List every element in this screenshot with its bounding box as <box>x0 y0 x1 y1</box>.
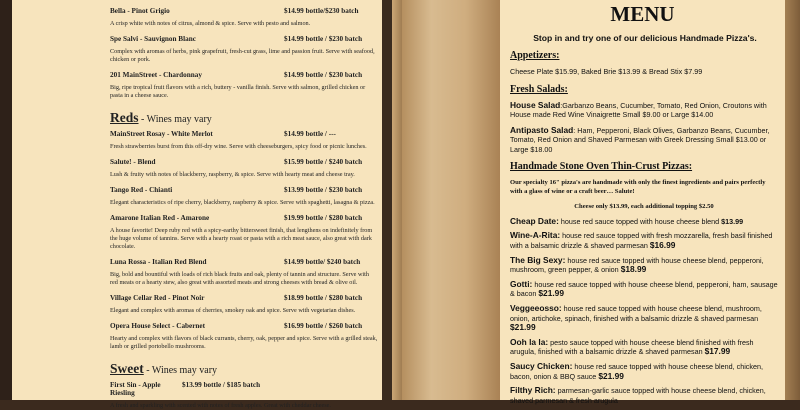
pizza-description: house red sauce topped with house cheese blend, pepperoni, ham, sausage & bacon <box>510 279 778 299</box>
wine-description: Big, bold and bountiful with loads of rich black fruits and oak, plenty of tannin and structure. Serve with red meats or a hearty stew, also great with assorted meats and strong cheeses with bread & olive oil. <box>110 271 369 286</box>
pizza-item <box>510 386 778 405</box>
sweet-title: Sweet <box>110 361 144 376</box>
wine-price: $18.99 bottle / $280 batch <box>284 294 363 302</box>
salad-name: Antipasto Salad <box>510 124 574 135</box>
appetizers-text: Cheese Plate $15.99, Baked Brie $13.99 & Bread Stix $7.99 <box>510 67 703 76</box>
pizza-description: house red sauce topped with fresh mozzarella, fresh basil finished with a balsamic drizzle & shaved parmesan <box>510 231 773 250</box>
pizza-price: $13.99 <box>721 216 744 226</box>
pizza-description: house red sauce topped with house cheese blend <box>558 216 722 226</box>
pizza-name: Cheap Date: <box>510 215 559 226</box>
wine-item <box>110 186 378 207</box>
pizza-price: $17.99 <box>704 346 731 357</box>
wine-item <box>110 71 378 100</box>
pizza-item <box>510 256 778 275</box>
pizza-heading: Handmade Stone Oven Thin-Crust Pizzas: <box>510 161 693 172</box>
reds-title: Reds <box>110 110 139 125</box>
pizza-item <box>510 280 778 299</box>
pizza-menu-page <box>500 0 785 405</box>
pizza-item <box>510 304 778 333</box>
wine-description: Big, ripe tropical fruit flavors with a rich, buttery - vanilla finish. Serve with salmon, grilled chicken or pasta in a cheese sauce. <box>110 84 366 99</box>
wine-item <box>110 7 378 28</box>
pizza-description: parmesan-garlic sauce topped with house cheese blend, chicken, shaved parmesan & fresh arugula <box>510 386 766 405</box>
pizza-item <box>510 217 778 227</box>
wine-description: Complex with aromas of herbs, pink grapefruit, fresh-cut grass, lime and passion fruit. Serve with seafood, chicken or pork. <box>110 48 375 63</box>
wine-description: A house favorite! Deep ruby red with a spicy-earthy bittersweet finish, that lengthens on indefinitely from the huge volume of tannins. Serve with a hearty roast or pasta with a rich meat sauce, also great with dark chocolate. <box>110 227 373 250</box>
salad-description: : Ham, Pepperoni, Black Olives, Garbanzo Beans, Cucumber, Tomato, Red Onion and Shaved Parmesan with Greek Dressing Small $13.00 or Large $18.00 <box>510 125 770 154</box>
wine-price: $16.99 bottle / $260 batch <box>284 322 363 330</box>
pizza-price: $21.99 <box>510 322 536 333</box>
pizza-item <box>510 338 778 357</box>
menu-title: MENU <box>610 2 675 26</box>
page-gap <box>382 0 392 400</box>
wine-name: Village Cellar Red - Pinot Noir <box>110 294 205 302</box>
pizza-name: Wine-A-Rita: <box>510 230 561 241</box>
wine-item <box>110 214 378 251</box>
wine-price: $13.99 bottle / $185 batch <box>182 381 261 389</box>
wine-description: Hearty and complex with flavors of black currants, cherry, oak, pepper and spice. Serve with a grilled steak, lamb or grilled portobello mushrooms. <box>110 335 378 350</box>
wine-price: $15.99 bottle / $240 batch <box>284 158 363 166</box>
pizza-intro: Our specialty 16" pizza's are handmade with only the finest ingredients and pairs perfectly with a glass of wine or a craft beer… Salute! <box>510 179 766 195</box>
pizza-name: The Big Sexy: <box>510 254 566 265</box>
wine-item <box>110 381 378 410</box>
wine-name: First Sin - Apple Riesling <box>110 381 161 397</box>
appetizers-heading: Appetizers: <box>510 50 560 61</box>
sweet-section-heading <box>110 360 378 378</box>
wine-item <box>110 35 378 64</box>
menu-tagline: Stop in and try one of our delicious Handmade Pizza's. <box>533 33 757 43</box>
wood-border <box>785 0 800 400</box>
wine-description: Elegant and complex with aromas of cherries, smokey oak and spice. Serve with vegetarian dishes. <box>110 307 356 314</box>
wine-name: Bella - Pinot Grigio <box>110 7 170 15</box>
pizza-price-note: Cheese only $13.99, each additional topping $2.50 <box>574 203 714 211</box>
pizza-item <box>510 362 778 381</box>
wine-name: Luna Rossa - Italian Red Blend <box>110 258 207 266</box>
wine-description: Elegant characteristics of ripe cherry, blackberry, raspberry & spice. Serve with spaghetti, lasagna & pizza. <box>110 199 375 206</box>
wine-name: 201 MainStreet - Chardonnay <box>110 71 202 79</box>
wine-list-page <box>12 0 382 409</box>
pizza-description: house red sauce topped with house cheese blend, pepperoni, mushroom, green pepper, & onion <box>510 255 764 275</box>
salad-item <box>510 126 778 155</box>
wine-price: $19.99 bottle / $280 batch <box>284 214 363 222</box>
pizza-price: $16.99 <box>649 239 676 250</box>
pizza-price: $21.99 <box>598 370 624 381</box>
pizza-name: Gotti: <box>510 278 533 289</box>
pizza-price: $21.99 <box>538 288 564 299</box>
pizza-name: Ooh la la: <box>510 336 549 347</box>
salad-name: House Salad <box>510 99 561 110</box>
pizza-description: house red sauce topped with house cheese blend, mushroom, onion, artichoke, spinach, finished with a balsamic drizzle & shaved parmesan <box>510 303 762 323</box>
pizza-name: Veggeeosso: <box>510 302 562 313</box>
wine-price: $14.99 bottle/ $240 batch <box>284 258 361 266</box>
pizza-menu <box>510 0 778 405</box>
left-page-edge <box>0 0 12 400</box>
wine-name: Tango Red - Chianti <box>110 186 173 194</box>
wine-name: Spe Salvi - Sauvignon Blanc <box>110 35 196 43</box>
wine-description: Fresh strawberries burst from this off-dry wine. Serve with cheeseburgers, spicy food or picnic lunches. <box>110 143 367 150</box>
pizza-item <box>510 231 778 250</box>
wine-name: MainStreet Rosay - White Merlot <box>110 130 213 138</box>
wine-name: Salute! - Blend <box>110 158 156 166</box>
wood-border <box>392 0 402 400</box>
pizza-description: house red sauce topped with house cheese blend, chicken, bacon, onion & BBQ sauce <box>510 361 763 381</box>
wine-item <box>110 130 378 151</box>
wine-price: $14.99 bottle/$230 batch <box>284 7 359 15</box>
wine-item <box>110 258 378 287</box>
wine-price: $14.99 bottle / $230 batch <box>284 35 363 43</box>
salad-description: :Garbanzo Beans, Cucumber, Tomato, Red Onion, Croutons with House made Red Wine Vinaigrette Small $9.00 or Large $14.00 <box>510 100 767 119</box>
sweet-subtitle: - Wines may vary <box>143 365 218 376</box>
wine-item <box>110 158 378 179</box>
wine-price: $14.99 bottle / $230 batch <box>284 71 363 79</box>
pizza-description: pesto sauce topped with house cheese blend finished with fresh arugula, finished with a balsamic drizzle & shaved parmesan <box>510 337 754 357</box>
reds-subtitle: - Wines may vary <box>138 114 212 125</box>
salads-heading: Fresh Salads: <box>510 83 568 95</box>
pizza-name: Saucy Chicken: <box>510 360 573 371</box>
pizza-name: Filthy Rich: <box>510 385 556 396</box>
wine-description: Lush & fruity with notes of blackberry, raspberry, & spice. Serve with hearty meat and cheese tray. <box>110 171 355 178</box>
wine-name: Opera House Select - Cabernet <box>110 322 206 330</box>
wine-name: Amarone Italian Red - Amarone <box>110 214 210 222</box>
reds-section-heading <box>110 109 378 127</box>
wine-list <box>110 0 378 410</box>
wood-border <box>402 0 500 400</box>
pizza-price: $18.99 <box>620 264 647 275</box>
wine-price: $13.99 bottle / $230 batch <box>284 186 363 194</box>
salad-item <box>510 101 778 120</box>
wine-item <box>110 322 378 351</box>
wine-description: A fresh and sparkling with scented with notes of fresh apples. Great with cheddar cheese. <box>110 402 331 409</box>
wine-item <box>110 294 378 315</box>
wine-price: $14.99 bottle / --- <box>284 130 336 138</box>
wine-description: A crisp white with notes of citrus, almond & spice. Serve with pesto and salmon. <box>110 20 311 27</box>
